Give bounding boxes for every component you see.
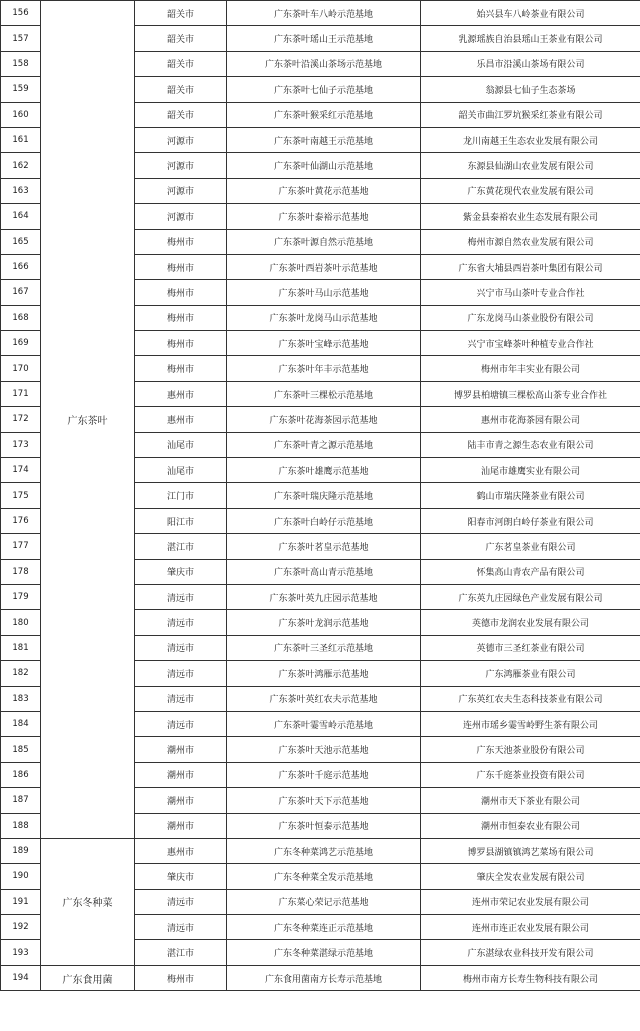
- base-name-cell: 广东茶叶高山青示范基地: [227, 559, 421, 584]
- base-name-cell: 广东茶叶七仙子示范基地: [227, 77, 421, 102]
- base-name-cell: 广东茶叶仙湖山示范基地: [227, 153, 421, 178]
- company-cell: 怀集高山青农产品有限公司: [421, 559, 640, 584]
- company-cell: 韶关市曲江罗坑猴采红茶业有限公司: [421, 102, 640, 127]
- city-cell: 梅州市: [135, 305, 227, 330]
- company-cell: 广东茗皇茶业有限公司: [421, 534, 640, 559]
- base-name-cell: 广东茶叶白岭仔示范基地: [227, 508, 421, 533]
- base-name-cell: 广东茶叶千庭示范基地: [227, 762, 421, 787]
- base-name-cell: 广东茶叶恒泰示范基地: [227, 813, 421, 838]
- company-cell: 广东省大埔县西岩茶叶集团有限公司: [421, 254, 640, 279]
- city-cell: 潮州市: [135, 762, 227, 787]
- row-number: 187: [1, 788, 41, 813]
- base-name-cell: 广东茶叶鸿雁示范基地: [227, 661, 421, 686]
- table-row: [1, 965, 640, 990]
- company-cell: 广东湛绿农业科技开发有限公司: [421, 940, 640, 965]
- row-number: 183: [1, 686, 41, 711]
- company-cell: 龙川南越王生态农业发展有限公司: [421, 127, 640, 152]
- row-number: 162: [1, 153, 41, 178]
- company-cell: 始兴县车八岭茶业有限公司: [421, 1, 640, 26]
- row-number: 181: [1, 635, 41, 660]
- row-number: 158: [1, 51, 41, 76]
- city-cell: 潮州市: [135, 813, 227, 838]
- base-name-cell: 广东冬种菜全发示范基地: [227, 864, 421, 889]
- base-name-cell: 广东茶叶霎雪岭示范基地: [227, 711, 421, 736]
- row-number: 168: [1, 305, 41, 330]
- base-name-cell: 广东茶叶瑞庆隆示范基地: [227, 483, 421, 508]
- company-cell: 英德市三圣红茶业有限公司: [421, 635, 640, 660]
- city-cell: 河源市: [135, 127, 227, 152]
- company-cell: 博罗县湖镇镇鸿艺菜场有限公司: [421, 838, 640, 863]
- base-name-cell: 广东茶叶三圣红示范基地: [227, 635, 421, 660]
- row-number: 157: [1, 26, 41, 51]
- city-cell: 河源市: [135, 153, 227, 178]
- base-name-cell: 广东茶叶年丰示范基地: [227, 356, 421, 381]
- row-number: 190: [1, 864, 41, 889]
- row-number: 179: [1, 584, 41, 609]
- row-number: 161: [1, 127, 41, 152]
- base-name-cell: 广东茶叶马山示范基地: [227, 280, 421, 305]
- city-cell: 汕尾市: [135, 458, 227, 483]
- company-cell: 梅州市源自然农业发展有限公司: [421, 229, 640, 254]
- company-cell: 兴宁市马山茶叶专业合作社: [421, 280, 640, 305]
- row-number: 176: [1, 508, 41, 533]
- base-name-cell: 广东茶叶青之源示范基地: [227, 432, 421, 457]
- city-cell: 潮州市: [135, 737, 227, 762]
- row-number: 167: [1, 280, 41, 305]
- company-cell: 翁源县七仙子生态茶场: [421, 77, 640, 102]
- city-cell: 湛江市: [135, 534, 227, 559]
- city-cell: 梅州市: [135, 280, 227, 305]
- base-name-cell: 广东冬种菜鸿艺示范基地: [227, 838, 421, 863]
- row-number: 188: [1, 813, 41, 838]
- category-cell: 广东冬种菜: [41, 838, 135, 965]
- city-cell: 肇庆市: [135, 559, 227, 584]
- company-cell: 梅州市南方长寿生物科技有限公司: [421, 965, 640, 990]
- city-cell: 清远市: [135, 661, 227, 686]
- row-number: 164: [1, 204, 41, 229]
- base-name-cell: 广东茶叶三棵松示范基地: [227, 381, 421, 406]
- company-cell: 广东英红农夫生态科技茶业有限公司: [421, 686, 640, 711]
- row-number: 166: [1, 254, 41, 279]
- company-cell: 潮州市天下茶业有限公司: [421, 788, 640, 813]
- city-cell: 韶关市: [135, 26, 227, 51]
- row-number: 159: [1, 77, 41, 102]
- city-cell: 潮州市: [135, 788, 227, 813]
- row-number: 160: [1, 102, 41, 127]
- company-cell: 东源县仙湖山农业发展有限公司: [421, 153, 640, 178]
- row-number: 182: [1, 661, 41, 686]
- company-cell: 兴宁市宝峰茶叶种植专业合作社: [421, 331, 640, 356]
- base-name-cell: 广东茶叶花海茶园示范基地: [227, 407, 421, 432]
- table-body: [1, 1, 640, 991]
- base-name-cell: 广东茶叶英九庄园示范基地: [227, 584, 421, 609]
- city-cell: 清远市: [135, 686, 227, 711]
- city-cell: 清远市: [135, 711, 227, 736]
- company-cell: 梅州市年丰实业有限公司: [421, 356, 640, 381]
- base-name-cell: 广东茶叶英红农夫示范基地: [227, 686, 421, 711]
- company-cell: 陆丰市青之源生态农业有限公司: [421, 432, 640, 457]
- row-number: 175: [1, 483, 41, 508]
- row-number: 165: [1, 229, 41, 254]
- base-name-cell: 广东茶叶猴采红示范基地: [227, 102, 421, 127]
- base-name-cell: 广东茶叶沿溪山茶场示范基地: [227, 51, 421, 76]
- row-number: 184: [1, 711, 41, 736]
- base-name-cell: 广东菜心荣记示范基地: [227, 889, 421, 914]
- city-cell: 梅州市: [135, 965, 227, 990]
- row-number: 180: [1, 610, 41, 635]
- base-name-cell: 广东茶叶车八岭示范基地: [227, 1, 421, 26]
- base-name-cell: 广东食用菌南方长寿示范基地: [227, 965, 421, 990]
- base-name-cell: 广东茶叶源自然示范基地: [227, 229, 421, 254]
- row-number: 163: [1, 178, 41, 203]
- company-cell: 连州市瑶乡霎雪岭野生茶有限公司: [421, 711, 640, 736]
- base-name-cell: 广东茶叶龙润示范基地: [227, 610, 421, 635]
- row-number: 169: [1, 331, 41, 356]
- company-cell: 汕尾市雄鹰实业有限公司: [421, 458, 640, 483]
- company-cell: 广东千庭茶业投资有限公司: [421, 762, 640, 787]
- row-number: 172: [1, 407, 41, 432]
- company-cell: 广东英九庄园绿色产业发展有限公司: [421, 584, 640, 609]
- city-cell: 惠州市: [135, 838, 227, 863]
- company-cell: 连州市连正农业发展有限公司: [421, 915, 640, 940]
- base-name-cell: 广东冬种菜连正示范基地: [227, 915, 421, 940]
- city-cell: 江门市: [135, 483, 227, 508]
- row-number: 173: [1, 432, 41, 457]
- base-name-cell: 广东茶叶天池示范基地: [227, 737, 421, 762]
- city-cell: 惠州市: [135, 407, 227, 432]
- company-cell: 鹤山市瑞庆隆茶业有限公司: [421, 483, 640, 508]
- company-cell: 广东黄花现代农业发展有限公司: [421, 178, 640, 203]
- row-number: 178: [1, 559, 41, 584]
- company-cell: 阳春市河朗白岭仔茶业有限公司: [421, 508, 640, 533]
- row-number: 177: [1, 534, 41, 559]
- base-name-cell: 广东茶叶南越王示范基地: [227, 127, 421, 152]
- table-row: [1, 1, 640, 26]
- row-number: 170: [1, 356, 41, 381]
- base-name-cell: 广东茶叶黄花示范基地: [227, 178, 421, 203]
- base-name-cell: 广东茶叶雄鹰示范基地: [227, 458, 421, 483]
- row-number: 191: [1, 889, 41, 914]
- company-cell: 乳源瑶族自治县瑶山王茶业有限公司: [421, 26, 640, 51]
- category-cell: 广东茶叶: [41, 1, 135, 839]
- base-name-cell: 广东茶叶瑶山王示范基地: [227, 26, 421, 51]
- company-cell: 惠州市花海茶园有限公司: [421, 407, 640, 432]
- company-cell: 广东龙岗马山茶业股份有限公司: [421, 305, 640, 330]
- row-number: 185: [1, 737, 41, 762]
- city-cell: 清远市: [135, 610, 227, 635]
- row-number: 193: [1, 940, 41, 965]
- row-number: 174: [1, 458, 41, 483]
- row-number: 189: [1, 838, 41, 863]
- city-cell: 湛江市: [135, 940, 227, 965]
- city-cell: 汕尾市: [135, 432, 227, 457]
- city-cell: 韶关市: [135, 51, 227, 76]
- company-cell: 连州市荣记农业发展有限公司: [421, 889, 640, 914]
- city-cell: 梅州市: [135, 356, 227, 381]
- city-cell: 韶关市: [135, 77, 227, 102]
- city-cell: 惠州市: [135, 381, 227, 406]
- company-cell: 紫金县泰裕农业生态发展有限公司: [421, 204, 640, 229]
- row-number: 192: [1, 915, 41, 940]
- city-cell: 梅州市: [135, 229, 227, 254]
- row-number: 186: [1, 762, 41, 787]
- company-cell: 肇庆全发农业发展有限公司: [421, 864, 640, 889]
- city-cell: 清远市: [135, 889, 227, 914]
- table-row: [1, 838, 640, 863]
- city-cell: 河源市: [135, 178, 227, 203]
- city-cell: 梅州市: [135, 331, 227, 356]
- city-cell: 韶关市: [135, 1, 227, 26]
- company-cell: 英德市龙润农业发展有限公司: [421, 610, 640, 635]
- base-name-cell: 广东茶叶泰裕示范基地: [227, 204, 421, 229]
- city-cell: 梅州市: [135, 254, 227, 279]
- city-cell: 清远市: [135, 915, 227, 940]
- company-cell: 潮州市恒泰农业有限公司: [421, 813, 640, 838]
- city-cell: 清远市: [135, 635, 227, 660]
- base-name-cell: 广东茶叶宝峰示范基地: [227, 331, 421, 356]
- base-name-cell: 广东茶叶西岩茶叶示范基地: [227, 254, 421, 279]
- city-cell: 清远市: [135, 584, 227, 609]
- base-name-cell: 广东茶叶天下示范基地: [227, 788, 421, 813]
- base-name-cell: 广东茶叶龙岗马山示范基地: [227, 305, 421, 330]
- base-name-cell: 广东冬种菜湛绿示范基地: [227, 940, 421, 965]
- company-cell: 博罗县柏塘镇三棵松高山茶专业合作社: [421, 381, 640, 406]
- company-cell: 广东天池茶业股份有限公司: [421, 737, 640, 762]
- city-cell: 河源市: [135, 204, 227, 229]
- city-cell: 肇庆市: [135, 864, 227, 889]
- row-number: 171: [1, 381, 41, 406]
- city-cell: 阳江市: [135, 508, 227, 533]
- base-name-cell: 广东茶叶茗皇示范基地: [227, 534, 421, 559]
- company-cell: 乐昌市沿溪山茶场有限公司: [421, 51, 640, 76]
- category-cell: 广东食用菌: [41, 965, 135, 990]
- row-number: 156: [1, 1, 41, 26]
- city-cell: 韶关市: [135, 102, 227, 127]
- company-cell: 广东鸿雁茶业有限公司: [421, 661, 640, 686]
- row-number: 194: [1, 965, 41, 990]
